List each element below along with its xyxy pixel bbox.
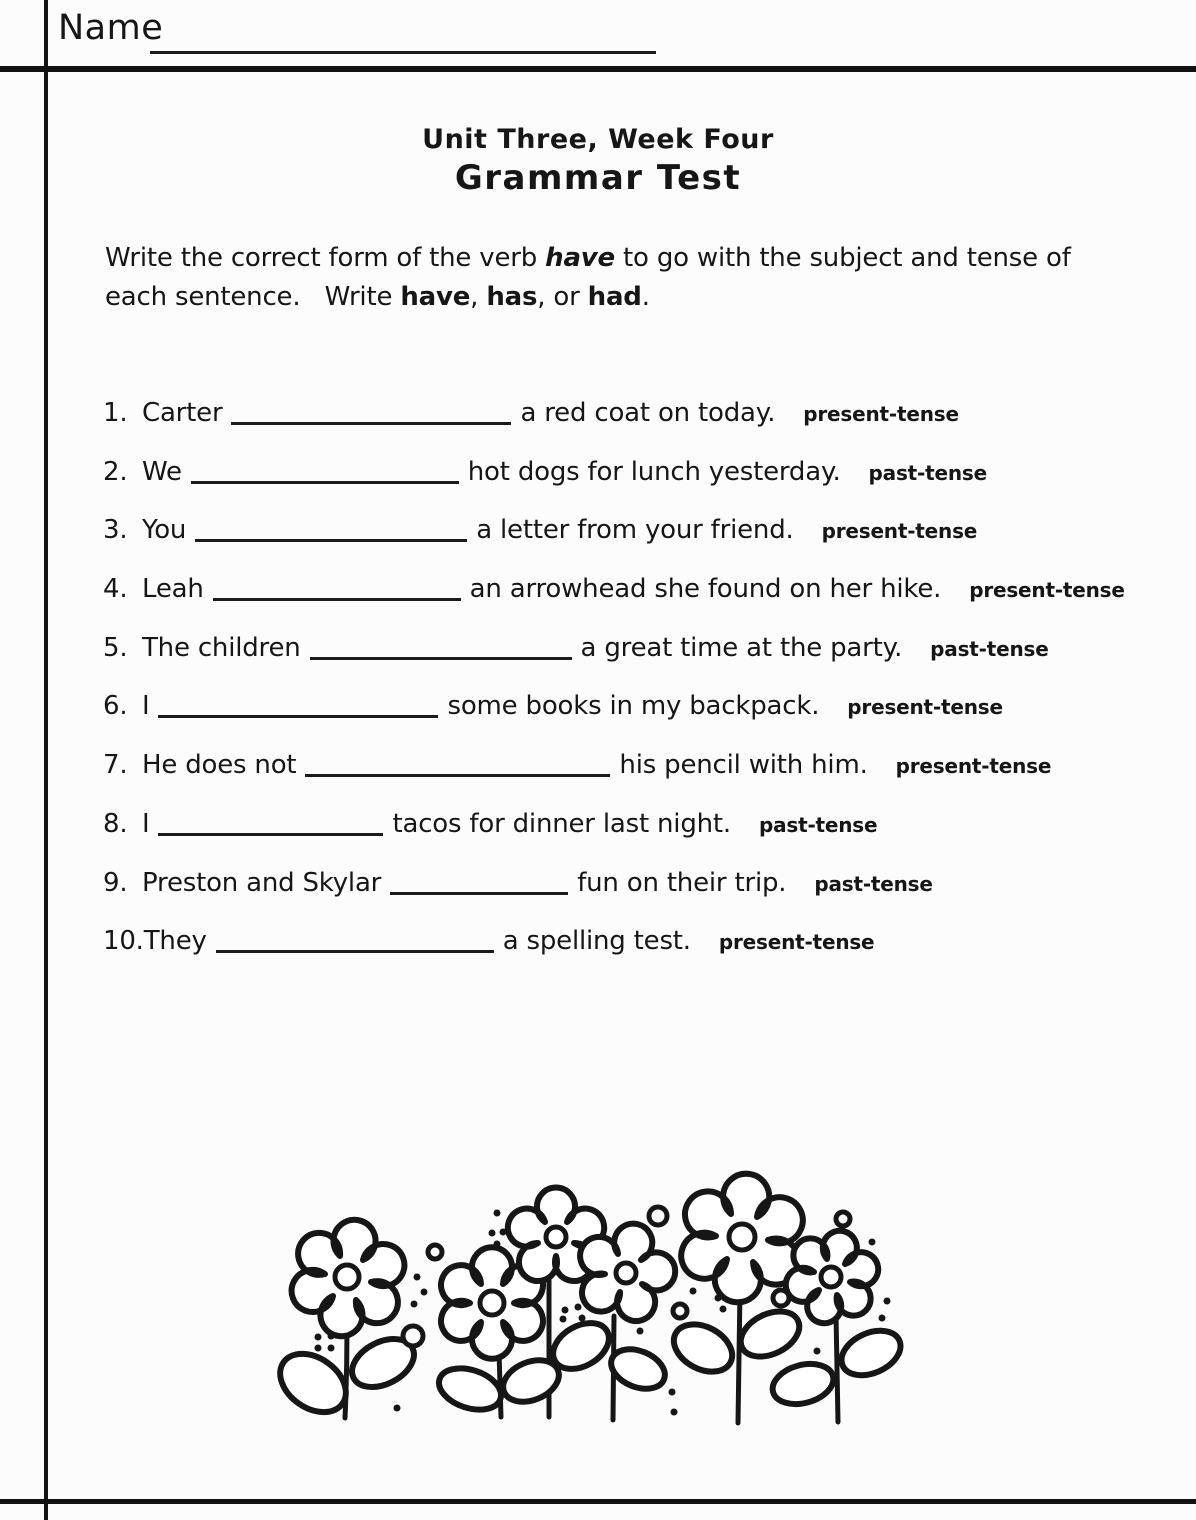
- question-number: 7.: [103, 750, 128, 781]
- question-text-pre: The children: [142, 632, 301, 663]
- question-row: [103, 677, 1196, 736]
- tense-label: present-tense: [803, 402, 959, 426]
- tense-label: present-tense: [847, 695, 1003, 720]
- header-divider-line: [0, 66, 1196, 72]
- instructions: [105, 239, 1195, 317]
- word-has: has: [486, 282, 538, 312]
- answer-blank: [213, 575, 461, 601]
- tense-label: present-tense: [821, 519, 978, 544]
- question-number: 5.: [103, 632, 128, 663]
- question-row: [103, 560, 1196, 619]
- answer-blank: [216, 927, 494, 953]
- question-text-pre: Leah: [142, 574, 204, 605]
- tense-label: past-tense: [868, 460, 987, 485]
- title-block: [0, 124, 1196, 198]
- answer-blank: [231, 399, 511, 425]
- answer-blank: [310, 633, 572, 659]
- instructions-line-1: Write the correct form of the verb have to go with the subject and tense of: [105, 243, 1071, 273]
- worksheet-title: Grammar Test: [454, 158, 742, 198]
- instructions-line-2: each sentence. Write have, has, or had.: [105, 282, 650, 312]
- question-number: 8.: [103, 808, 128, 839]
- question-text-post: fun on their trip.: [577, 867, 787, 898]
- question-text-pre: I: [142, 808, 150, 839]
- name-blank-line: [150, 18, 656, 54]
- tense-label: present-tense: [969, 578, 1125, 603]
- question-text-post: some books in my backpack.: [447, 691, 820, 722]
- word-had: had: [587, 282, 642, 312]
- tense-label: past-tense: [758, 812, 878, 837]
- question-text-pre: Preston and Skylar: [142, 867, 382, 898]
- flowers-illustration: [270, 1170, 950, 1448]
- question-text-post: hot dogs for lunch yesterday.: [467, 456, 841, 487]
- question-text-pre: He does not: [142, 750, 297, 781]
- question-text-post: a spelling test.: [502, 926, 691, 957]
- question-number: 1.: [103, 398, 128, 428]
- question-text-pre: Carter: [142, 398, 223, 428]
- left-margin-line: [44, 0, 48, 1520]
- question-text-post: a red coat on today.: [520, 398, 776, 428]
- tense-label: past-tense: [930, 636, 1049, 661]
- question-text-post: tacos for dinner last night.: [392, 808, 731, 839]
- question-text-post: an arrowhead she found on her hike.: [469, 574, 942, 605]
- answer-blank: [191, 457, 459, 483]
- answer-blank: [158, 809, 383, 835]
- answer-blank: [158, 692, 438, 718]
- worksheet-subtitle: Unit Three, Week Four: [422, 124, 774, 155]
- question-row: [103, 443, 1196, 502]
- answer-blank: [390, 868, 568, 894]
- name-label: Name: [58, 8, 164, 48]
- question-row: [103, 384, 1196, 443]
- question-row: [103, 736, 1196, 795]
- answer-blank: [195, 516, 467, 542]
- question-number: 10.: [103, 926, 144, 957]
- question-number: 2.: [103, 456, 128, 487]
- question-row: [103, 912, 1196, 971]
- question-row: [103, 795, 1196, 854]
- question-text-pre: They: [143, 926, 207, 957]
- word-have: have: [400, 282, 471, 312]
- question-row: [103, 619, 1196, 678]
- footer-divider-line: [0, 1499, 1196, 1504]
- questions-list: [103, 384, 1196, 971]
- question-number: 9.: [103, 867, 128, 898]
- tense-label: past-tense: [814, 871, 933, 896]
- question-text-pre: We: [142, 456, 182, 487]
- tense-label: present-tense: [718, 930, 875, 955]
- answer-blank: [305, 751, 610, 777]
- question-row: [103, 501, 1196, 560]
- question-text-post: a letter from your friend.: [476, 515, 794, 546]
- question-text-post: his pencil with him.: [619, 750, 868, 781]
- verb-have-emphasis: have: [545, 243, 615, 273]
- question-number: 6.: [103, 691, 128, 722]
- question-text-pre: You: [142, 515, 187, 546]
- question-text-pre: I: [142, 691, 150, 722]
- question-number: 4.: [103, 574, 128, 605]
- question-number: 3.: [103, 515, 128, 546]
- question-row: [103, 854, 1196, 913]
- question-text-post: a great time at the party.: [580, 632, 903, 663]
- tense-label: present-tense: [895, 754, 1052, 779]
